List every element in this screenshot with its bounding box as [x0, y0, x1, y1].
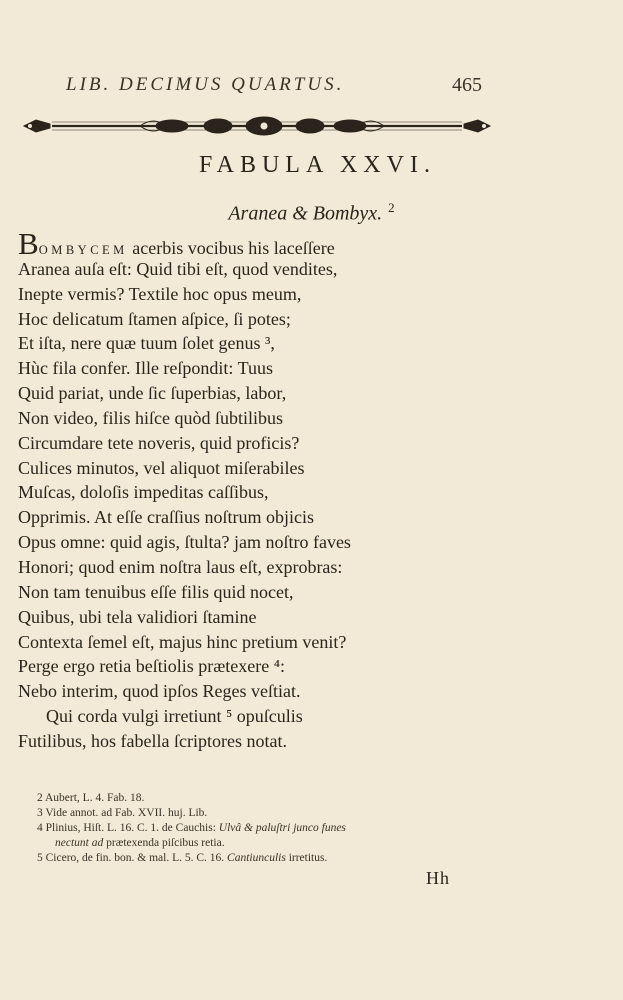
first-word-smallcaps: OMBYCEM — [38, 243, 128, 257]
verse-line: Quibus, ubi tela validiori ſtamine — [18, 606, 257, 627]
footnote-4-text: 4 Plinius, Hiſt. L. 16. C. 1. de Cauchis: — [37, 822, 219, 834]
epimythium-line: Qui corda vulgi irretiunt ⁵ opuſculis — [46, 706, 303, 727]
verse-line: Contexta ſemel eſt, majus hinc pretium venit? — [18, 631, 347, 652]
fable-subtitle — [0, 200, 623, 226]
footnote-4-quote-cont: nectunt ad — [55, 837, 104, 849]
decorative-rule-ornament — [22, 112, 492, 140]
first-line-rest: acerbis vocibus his laceſſere — [127, 238, 335, 258]
verse-line: Inepte vermis? Textile hoc opus meum, — [18, 283, 302, 304]
running-title: LIB. DECIMUS QUARTUS. — [66, 74, 345, 95]
verse-line: Aranea auſa eſt: Quid tibi eſt, quod vendites, — [18, 258, 338, 279]
verse-line: Nebo interim, quod ipſos Reges veſtiat. — [18, 681, 301, 702]
verse-line-first — [18, 226, 488, 261]
verse-line: Opprimis. At eſſe craſſius noſtrum objicis — [18, 507, 314, 528]
footnote-5 — [37, 851, 517, 866]
verse-line: Non tam tenuibus eſſe filis quid nocet, — [18, 581, 294, 602]
footnote-5-tail: irretitus. — [285, 852, 328, 864]
verse-line: Opus omne: quid agis, ſtulta? jam noſtro faves — [18, 532, 351, 553]
verse-line: Et iſta, nere quæ tuum ſolet genus ³, — [18, 333, 275, 354]
verse-line: Muſcas, doloſis impeditas caſſibus, — [18, 482, 269, 503]
verse-line: Non video, filis hiſce quòd ſubtilibus — [18, 407, 283, 428]
footnote-4-quote: Ulvâ & paluſtri junco funes — [218, 822, 346, 834]
footnote-5-quote: Cantiunculis — [227, 852, 286, 864]
verse-line: Perge ergo retia beſtiolis prætexere ⁴: — [18, 656, 286, 677]
fable-subtitle-text: Aranea & Bombyx. — [228, 202, 383, 225]
verse-line: Quid pariat, unde ſic ſuperbias, labor, — [18, 383, 287, 404]
footnote-3: 3 Vide annot. ad Fab. XVII. huj. Lib. — [37, 807, 208, 819]
verse-line: Honori; quod enim noſtra laus eſt, exprobras: — [18, 556, 343, 577]
footnote-4 — [37, 821, 517, 836]
verse-line: Culices minutos, vel aliquot miſerabiles — [18, 457, 305, 478]
page-number: 465 — [452, 74, 482, 96]
verse-line: Circumdare tete noveris, quid proficis? — [18, 432, 300, 453]
footnote-5-text: 5 Cicero, de fin. bon. & mal. L. 5. C. 16. — [37, 852, 228, 864]
footnotes — [37, 791, 517, 866]
subtitle-note-ref: 2 — [388, 200, 395, 215]
signature-mark: Hh — [426, 868, 450, 888]
footnote-2: 2 Aubert, L. 4. Fab. 18. — [37, 792, 145, 804]
footnote-4-text-cont: prætexenda piſcibus retia. — [103, 837, 225, 849]
fable-verses — [18, 226, 488, 754]
drop-cap: B — [18, 226, 39, 261]
epimythium-line: Futilibus, hos fabella ſcriptores notat. — [18, 730, 287, 751]
footnote-4-continued — [37, 836, 517, 851]
verse-line: Hoc delicatum ſtamen aſpice, ſi potes; — [18, 308, 291, 329]
fable-title: FABULA XXVI. — [199, 152, 436, 178]
verse-line: Hùc fila confer. Ille reſpondit: Tuus — [18, 358, 273, 379]
